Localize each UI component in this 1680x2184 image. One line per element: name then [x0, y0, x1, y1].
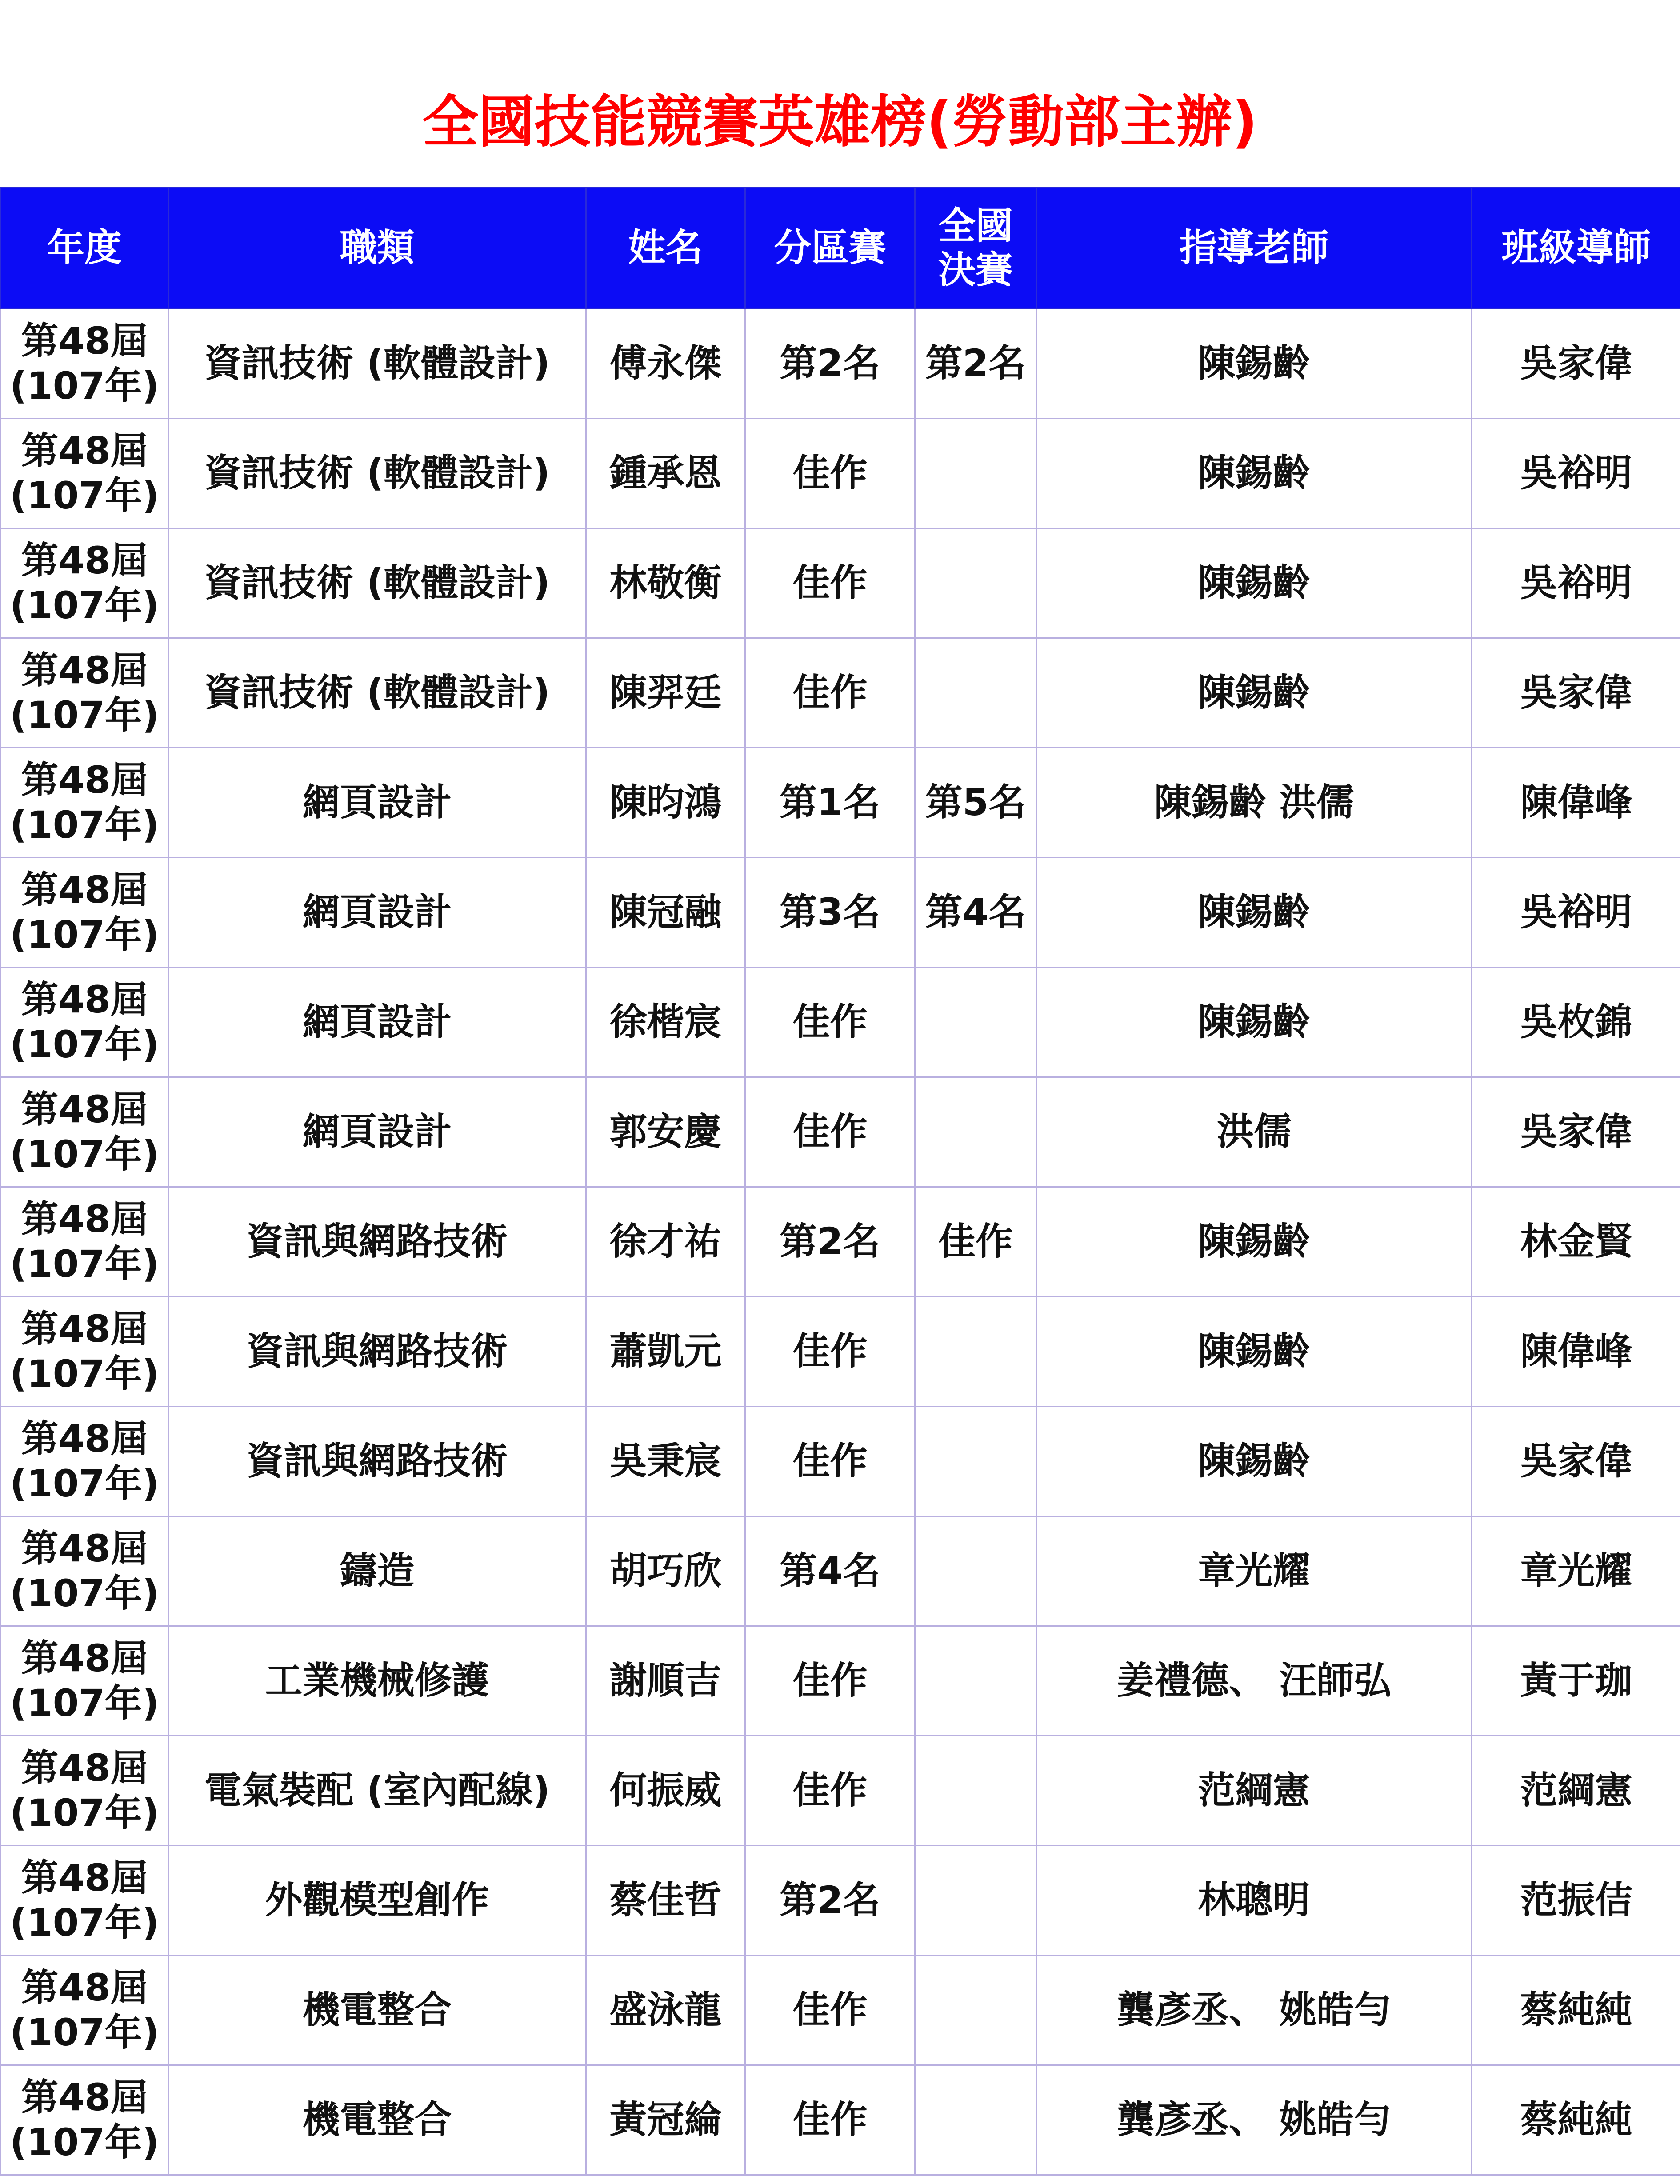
cell-instructor: 陳錫齡 洪儒 [1036, 748, 1472, 858]
cell-regional: 第2名 [745, 1187, 915, 1297]
cell-year-line1: 第48屆 [21, 429, 148, 473]
header-category: 職類 [168, 188, 586, 309]
cell-year [1, 1626, 168, 1736]
cell-regional: 佳作 [745, 2065, 915, 2175]
cell-year [1, 528, 168, 638]
cell-instructor: 陳錫齡 [1036, 1407, 1472, 1516]
cell-year-line2: (107年) [9, 1023, 160, 1066]
cell-regional: 佳作 [745, 1407, 915, 1516]
cell-year-line1: 第48屆 [21, 758, 148, 802]
cell-name: 謝順吉 [586, 1626, 745, 1736]
cell-category: 網頁設計 [168, 748, 586, 858]
cell-year-line2: (107年) [9, 474, 160, 517]
cell-final: 第5名 [915, 748, 1036, 858]
table-row [1, 1187, 1680, 1297]
cell-name: 蕭凱元 [586, 1297, 745, 1407]
cell-instructor: 洪儒 [1036, 1077, 1472, 1187]
cell-name: 徐楷宸 [586, 968, 745, 1077]
cell-year-line2: (107年) [9, 1572, 160, 1615]
cell-name: 胡巧欣 [586, 1516, 745, 1626]
cell-instructor: 陳錫齡 [1036, 419, 1472, 528]
cell-instructor: 陳錫齡 [1036, 968, 1472, 1077]
cell-category: 資訊技術 (軟體設計) [168, 638, 586, 748]
cell-category: 機電整合 [168, 2065, 586, 2175]
table-row [1, 858, 1680, 968]
cell-name: 陳昀鴻 [586, 748, 745, 858]
cell-instructor: 章光耀 [1036, 1516, 1472, 1626]
cell-homeroom: 蔡純純 [1472, 1956, 1680, 2065]
cell-name: 傅永傑 [586, 309, 745, 419]
cell-name: 何振威 [586, 1736, 745, 1846]
cell-instructor: 林聰明 [1036, 1846, 1472, 1956]
cell-instructor: 陳錫齡 [1036, 1187, 1472, 1297]
cell-category: 工業機械修護 [168, 1626, 586, 1736]
cell-name: 郭安慶 [586, 1077, 745, 1187]
table-row [1, 1077, 1680, 1187]
cell-final [915, 968, 1036, 1077]
cell-category: 資訊技術 (軟體設計) [168, 419, 586, 528]
cell-year-line2: (107年) [9, 1352, 160, 1396]
cell-homeroom: 章光耀 [1472, 1516, 1680, 1626]
cell-instructor: 陳錫齡 [1036, 638, 1472, 748]
cell-year-line1: 第48屆 [21, 539, 148, 583]
cell-homeroom: 蔡純純 [1472, 2065, 1680, 2175]
header-name: 姓名 [586, 188, 745, 309]
cell-name: 陳冠融 [586, 858, 745, 968]
header-homeroom: 班級導師 [1472, 188, 1680, 309]
cell-category: 鑄造 [168, 1516, 586, 1626]
cell-final [915, 1736, 1036, 1846]
cell-year-line1: 第48屆 [21, 1197, 148, 1241]
cell-instructor: 龔彥丞、 姚皓勻 [1036, 2065, 1472, 2175]
cell-homeroom: 黃于珈 [1472, 1626, 1680, 1736]
cell-regional: 佳作 [745, 1736, 915, 1846]
header-year: 年度 [1, 188, 168, 309]
cell-regional: 佳作 [745, 1297, 915, 1407]
table-row [1, 968, 1680, 1077]
cell-homeroom: 范綱憲 [1472, 1736, 1680, 1846]
cell-year-line2: (107年) [9, 2011, 160, 2054]
cell-final [915, 1956, 1036, 2065]
cell-year-line2: (107年) [9, 1681, 160, 1725]
cell-year-line1: 第48屆 [21, 1088, 148, 1132]
cell-year-line2: (107年) [9, 913, 160, 956]
cell-category: 資訊與網路技術 [168, 1407, 586, 1516]
table-row [1, 2065, 1680, 2175]
cell-homeroom: 陳偉峰 [1472, 748, 1680, 858]
cell-name: 蔡佳哲 [586, 1846, 745, 1956]
honor-roll-table [0, 187, 1680, 2176]
cell-regional: 佳作 [745, 528, 915, 638]
cell-name: 盛泳龍 [586, 1956, 745, 2065]
cell-year-line1: 第48屆 [21, 1856, 148, 1900]
cell-year [1, 1297, 168, 1407]
cell-year [1, 968, 168, 1077]
cell-year [1, 309, 168, 419]
table-row [1, 528, 1680, 638]
cell-homeroom: 吳裕明 [1472, 858, 1680, 968]
table-row [1, 1846, 1680, 1956]
header-final-line1: 全國 [938, 204, 1013, 248]
cell-instructor: 陳錫齡 [1036, 309, 1472, 419]
table-row [1, 1956, 1680, 2065]
cell-final: 第2名 [915, 309, 1036, 419]
cell-final: 佳作 [915, 1187, 1036, 1297]
cell-name: 鍾承恩 [586, 419, 745, 528]
cell-regional: 佳作 [745, 638, 915, 748]
cell-year-line2: (107年) [9, 1242, 160, 1286]
cell-name: 徐才祐 [586, 1187, 745, 1297]
cell-homeroom: 吳裕明 [1472, 528, 1680, 638]
table-row [1, 1626, 1680, 1736]
table-row [1, 1516, 1680, 1626]
cell-year-line1: 第48屆 [21, 1307, 148, 1351]
cell-final [915, 1297, 1036, 1407]
cell-final [915, 1516, 1036, 1626]
cell-year [1, 1077, 168, 1187]
cell-year [1, 638, 168, 748]
cell-regional: 第3名 [745, 858, 915, 968]
cell-category: 機電整合 [168, 1956, 586, 2065]
cell-year-line1: 第48屆 [21, 1417, 148, 1461]
cell-regional: 佳作 [745, 1626, 915, 1736]
cell-name: 黃冠綸 [586, 2065, 745, 2175]
cell-homeroom: 吳家偉 [1472, 638, 1680, 748]
cell-year [1, 1516, 168, 1626]
cell-homeroom: 吳枚錦 [1472, 968, 1680, 1077]
cell-year-line2: (107年) [9, 2120, 160, 2164]
cell-homeroom: 范振佶 [1472, 1846, 1680, 1956]
cell-regional: 佳作 [745, 1077, 915, 1187]
cell-year-line1: 第48屆 [21, 1966, 148, 2010]
table-row [1, 638, 1680, 748]
cell-category: 網頁設計 [168, 1077, 586, 1187]
cell-year [1, 1736, 168, 1846]
cell-year-line2: (107年) [9, 1901, 160, 1944]
cell-category: 電氣裝配 (室內配線) [168, 1736, 586, 1846]
cell-homeroom: 陳偉峰 [1472, 1297, 1680, 1407]
cell-year-line2: (107年) [9, 1132, 160, 1176]
cell-final [915, 419, 1036, 528]
cell-instructor: 陳錫齡 [1036, 528, 1472, 638]
cell-year [1, 1187, 168, 1297]
cell-year [1, 2065, 168, 2175]
cell-category: 資訊與網路技術 [168, 1297, 586, 1407]
cell-final [915, 1077, 1036, 1187]
cell-year [1, 748, 168, 858]
cell-year-line2: (107年) [9, 693, 160, 737]
cell-instructor: 姜禮德、 汪師弘 [1036, 1626, 1472, 1736]
cell-regional: 佳作 [745, 419, 915, 528]
header-instructor: 指導老師 [1036, 188, 1472, 309]
cell-homeroom: 吳家偉 [1472, 309, 1680, 419]
cell-final [915, 638, 1036, 748]
table-row [1, 1736, 1680, 1846]
cell-year-line1: 第48屆 [21, 868, 148, 912]
cell-year [1, 419, 168, 528]
cell-homeroom: 吳裕明 [1472, 419, 1680, 528]
cell-instructor: 范綱憲 [1036, 1736, 1472, 1846]
page-title: 全國技能競賽英雄榜(勞動部主辦) [422, 89, 1258, 155]
cell-year-line2: (107年) [9, 584, 160, 627]
cell-year-line1: 第48屆 [21, 1746, 148, 1790]
cell-final [915, 1846, 1036, 1956]
cell-name: 陳羿廷 [586, 638, 745, 748]
cell-category: 網頁設計 [168, 968, 586, 1077]
header-final-line2: 決賽 [938, 248, 1013, 292]
cell-year-line2: (107年) [9, 1462, 160, 1505]
cell-regional: 佳作 [745, 968, 915, 1077]
cell-year [1, 858, 168, 968]
cell-final [915, 528, 1036, 638]
cell-category: 資訊技術 (軟體設計) [168, 528, 586, 638]
table-row [1, 309, 1680, 419]
table-header [1, 188, 1680, 309]
cell-year [1, 1956, 168, 2065]
cell-instructor: 陳錫齡 [1036, 1297, 1472, 1407]
cell-final [915, 2065, 1036, 2175]
cell-instructor: 龔彥丞、 姚皓勻 [1036, 1956, 1472, 2065]
cell-regional: 第4名 [745, 1516, 915, 1626]
cell-regional: 第2名 [745, 309, 915, 419]
cell-year-line1: 第48屆 [21, 1527, 148, 1571]
cell-regional: 第2名 [745, 1846, 915, 1956]
cell-year-line2: (107年) [9, 364, 160, 408]
cell-category: 資訊與網路技術 [168, 1187, 586, 1297]
cell-name: 吳秉宸 [586, 1407, 745, 1516]
cell-year-line1: 第48屆 [21, 978, 148, 1022]
header-final [915, 188, 1036, 309]
cell-regional: 佳作 [745, 1956, 915, 2065]
cell-final [915, 1626, 1036, 1736]
cell-regional: 第1名 [745, 748, 915, 858]
cell-year [1, 1407, 168, 1516]
cell-year [1, 1846, 168, 1956]
header-row [1, 188, 1680, 309]
cell-year-line2: (107年) [9, 803, 160, 847]
cell-year-line1: 第48屆 [21, 2076, 148, 2120]
table-row [1, 419, 1680, 528]
table-row [1, 748, 1680, 858]
cell-homeroom: 林金賢 [1472, 1187, 1680, 1297]
table-body [1, 309, 1680, 2175]
cell-year-line2: (107年) [9, 1791, 160, 1835]
table-row [1, 1407, 1680, 1516]
cell-final: 第4名 [915, 858, 1036, 968]
cell-homeroom: 吳家偉 [1472, 1407, 1680, 1516]
cell-year-line1: 第48屆 [21, 648, 148, 692]
cell-instructor: 陳錫齡 [1036, 858, 1472, 968]
cell-homeroom: 吳家偉 [1472, 1077, 1680, 1187]
cell-category: 外觀模型創作 [168, 1846, 586, 1956]
cell-year-line1: 第48屆 [21, 1636, 148, 1680]
cell-final [915, 1407, 1036, 1516]
header-regional: 分區賽 [745, 188, 915, 309]
cell-category: 網頁設計 [168, 858, 586, 968]
table-row [1, 1297, 1680, 1407]
cell-category: 資訊技術 (軟體設計) [168, 309, 586, 419]
cell-name: 林敬衡 [586, 528, 745, 638]
cell-year-line1: 第48屆 [21, 319, 148, 363]
